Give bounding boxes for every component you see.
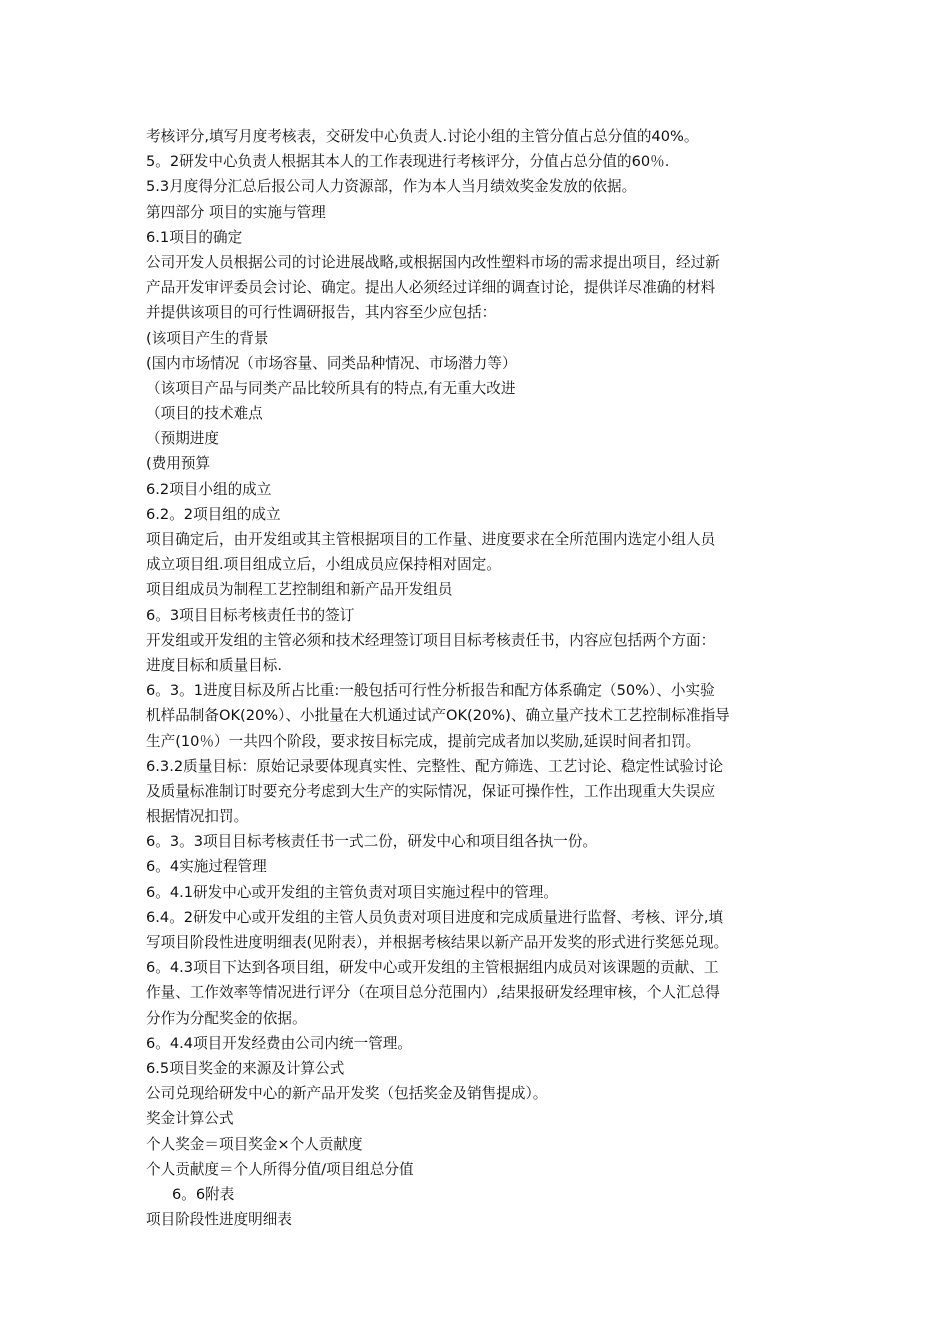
text-line: 及质量标准制订时要充分考虑到大生产的实际情况，保证可操作性，工作出现重大失误应 bbox=[146, 782, 716, 800]
text-line: 根据情况扣罚。 bbox=[146, 808, 249, 826]
text-line: 公司开发人员根据公司的讨论进展战略,或根据国内改性塑料市场的需求提出项目，经过新 bbox=[146, 253, 720, 271]
list-item: （该项目产品与同类产品比较所具有的特点,有无重大改进 bbox=[146, 379, 516, 397]
list-item: (费用预算 bbox=[146, 455, 211, 473]
subsection-heading: 6.2。2项目组的成立 bbox=[146, 505, 281, 523]
text-line: 写项目阶段性进度明细表(见附表），并根据考核结果以新产品开发奖的形式进行奖惩兑现。 bbox=[146, 934, 729, 951]
text-line: 并提供该项目的可行性调研报告，其内容至少应包括： bbox=[146, 304, 497, 322]
formula-line: 个人奖金＝项目奖金×个人贡献度 bbox=[146, 1135, 363, 1153]
text-line: 5.3月度得分汇总后报公司人力资源部，作为本人当月绩效奖金发放的依据。 bbox=[146, 178, 637, 196]
text-line: 6。4.3项目下达到各项目组，研发中心或开发组的主管根据组内成员对该课题的贡献、工 bbox=[146, 959, 719, 977]
text-line: 6。4.4项目开发经费由公司内统一管理。 bbox=[146, 1034, 412, 1052]
list-item: （项目的技术难点 bbox=[146, 405, 263, 423]
text-line: 项目组成员为制程工艺控制组和新产品开发组员 bbox=[146, 581, 453, 599]
list-item: (该项目产生的背景 bbox=[146, 329, 269, 347]
subsection-heading: 6。6附表 bbox=[172, 1185, 235, 1203]
text-line: 分作为分配奖金的依据。 bbox=[146, 1009, 307, 1027]
text-line: 机样品制备OK(20%）、小批量在大机通过试产OK(20%)、确立量产技术工艺控制标准指导 bbox=[146, 707, 730, 725]
text-line: 公司兑现给研发中心的新产品开发奖（包括奖金及销售提成）。 bbox=[146, 1085, 548, 1103]
list-item: (国内市场情况（市场容量、同类品种情况、市场潜力等） bbox=[146, 354, 517, 372]
document-body bbox=[146, 124, 816, 1232]
subsection-heading: 6.2项目小组的成立 bbox=[146, 480, 272, 498]
text-line: 6。3。1进度目标及所占比重:一般包括可行性分析报告和配方体系确定（50%）、小实验 bbox=[146, 682, 715, 700]
text-line: 项目阶段性进度明细表 bbox=[146, 1211, 292, 1229]
text-line: 5。2研发中心负责人根据其本人的工作表现进行考核评分，分值占总分值的60％. bbox=[146, 153, 670, 171]
text-line: 开发组或开发组的主管必须和技术经理签订项目目标考核责任书，内容应包括两个方面： bbox=[146, 631, 716, 649]
section-heading: 第四部分 项目的实施与管理 bbox=[146, 203, 326, 221]
text-line: 奖金计算公式 bbox=[146, 1110, 234, 1128]
text-line: 6。3。3项目目标考核责任书一式二份，研发中心和项目组各执一份。 bbox=[146, 833, 598, 851]
subsection-heading: 6。3项目目标考核责任书的签订 bbox=[146, 606, 355, 624]
text-line: 产品开发审评委员会讨论、确定。提出人必须经过详细的调查讨论，提供详尽准确的材料 bbox=[146, 279, 716, 297]
text-line: 进度目标和质量目标. bbox=[146, 656, 282, 674]
subsection-heading: 6.5项目奖金的来源及计算公式 bbox=[146, 1059, 345, 1077]
subsection-heading: 6。4实施过程管理 bbox=[146, 858, 267, 876]
formula-line: 个人贡献度＝个人所得分值/项目组总分值 bbox=[146, 1160, 414, 1178]
subsection-heading: 6.1项目的确定 bbox=[146, 228, 243, 246]
text-line: 6。4.1研发中心或开发组的主管负责对项目实施过程中的管理。 bbox=[146, 883, 558, 901]
text-line: 6.4。2研发中心或开发组的主管人员负责对项目进度和完成质量进行监督、考核、评分,填 bbox=[146, 908, 724, 926]
list-item: （预期进度 bbox=[146, 430, 219, 448]
text-line: 作量、工作效率等情况进行评分（在项目总分范围内）,结果报研发经理审核，个人汇总得 bbox=[146, 984, 720, 1002]
text-line: 6.3.2质量目标：原始记录要体现真实性、完整性、配方筛选、工艺讨论、稳定性试验讨论 bbox=[146, 757, 724, 775]
text-line: 成立项目组.项目组成立后，小组成员应保持相对固定。 bbox=[146, 556, 501, 574]
text-line: 项目确定后，由开发组或其主管根据项目的工作量、进度要求在全所范围内选定小组人员 bbox=[146, 531, 716, 548]
text-line: 生产(10％）一共四个阶段，要求按目标完成，提前完成者加以奖励,延误时间者扣罚。 bbox=[146, 732, 701, 750]
text-line: 考核评分,填写月度考核表，交研发中心负责人.讨论小组的主管分值占总分值的40%。 bbox=[146, 128, 699, 145]
